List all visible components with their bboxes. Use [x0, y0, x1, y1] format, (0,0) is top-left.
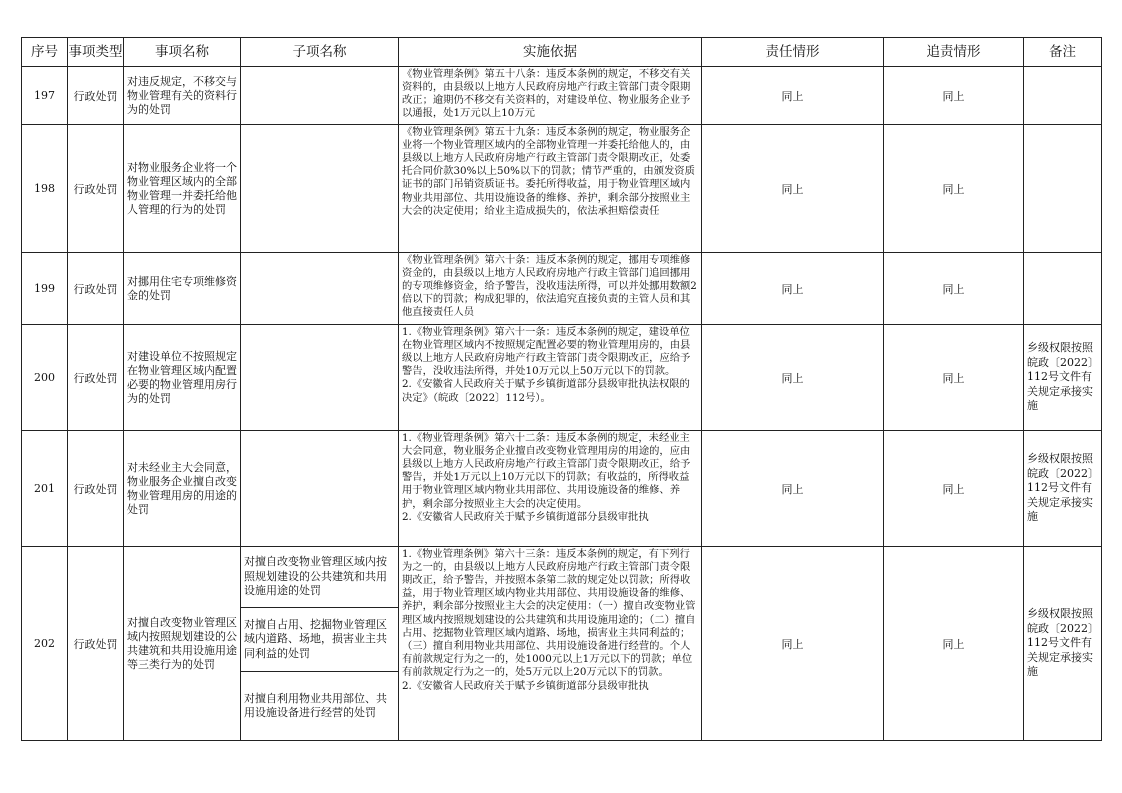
header-name: 事项名称 [124, 38, 241, 67]
subitem-1 [241, 547, 398, 608]
row-subitem [241, 125, 399, 253]
row-name: 对建设单位不按照规定在物业管理区域内配置必要的物业管理用房行为的处罚 [124, 325, 241, 431]
row-type: 行政处罚 [68, 253, 124, 325]
row-note [1024, 253, 1102, 325]
basis-text: 1.《物业管理条例》第六十二条：违反本条例的规定，未经业主大会同意，物业服务企业擅自改变物业管理用房的用途的，应由县级以上地方人民政府房地产行政主管部门责令限期改正，给予警告，并处1万元以上10万元以下的罚款；有收益的，所得收益用于物业管理区域内物业共用部位、共用设施设备的维修、养护，剩余部分按照业主大会的决定使用。 2.《安徽省人民政府关于赋予乡镇街道部分县级审批执 [402, 431, 691, 523]
table-row [22, 67, 1102, 125]
row-note [1024, 67, 1102, 125]
header-note: 备注 [1024, 38, 1102, 67]
row-accountability: 同上 [884, 253, 1024, 325]
row-name: 对物业服务企业将一个物业管理区域内的全部物业管理一并委托给他人管理的行为的处罚 [124, 125, 241, 253]
row-number: 198 [22, 125, 68, 253]
table-row [22, 431, 1102, 547]
row-responsibility: 同上 [702, 253, 884, 325]
basis-text: 《物业管理条例》第五十八条：违反本条例的规定，不移交有关资料的，由县级以上地方人民政府房地产行政主管部门责令限期改正；逾期仍不移交有关资料的，对建设单位、物业服务企业予以通报，处1万元以上10万元 [402, 67, 691, 120]
basis-text: 《物业管理条例》第五十九条：违反本条例的规定，物业服务企业将一个物业管理区域内的全部物业管理一并委托给他人的，由县级以上地方人民政府房地产行政主管部门责令限期改正，处委托合同价款30%以上50%以下的罚款；情节严重的，由颁发资质证书的部门吊销资质证书。委托所得收益，用于物业管理区域内物业共用部位、共用设施设备的维修、养护，剩余部分按照业主大会的决定使用；给业主造成损失的，依法承担赔偿责任 [402, 125, 695, 217]
header-accountability: 追责情形 [884, 38, 1024, 67]
row-name: 对违反规定，不移交与物业管理有关的资料行为的处罚 [124, 67, 241, 125]
row-basis [399, 67, 702, 125]
row-name: 对未经业主大会同意，物业服务企业擅自改变物业管理用房的用途的处罚 [124, 431, 241, 547]
row-accountability: 同上 [884, 325, 1024, 431]
row-basis [399, 547, 702, 741]
header-subitem: 子项名称 [241, 38, 399, 67]
row-type: 行政处罚 [68, 325, 124, 431]
row-subitem-group [241, 547, 399, 741]
table-row [22, 547, 1102, 741]
row-responsibility: 同上 [702, 125, 884, 253]
row-subitem [241, 431, 399, 547]
row-subitem [241, 67, 399, 125]
table-row [22, 125, 1102, 253]
row-name: 对挪用住宅专项维修资金的处罚 [124, 253, 241, 325]
row-responsibility: 同上 [702, 67, 884, 125]
subitem-2 [241, 608, 398, 672]
row-note [1024, 125, 1102, 253]
row-type: 行政处罚 [68, 125, 124, 253]
header-type: 事项类型 [68, 38, 124, 67]
row-subitem [241, 253, 399, 325]
row-number: 199 [22, 253, 68, 325]
row-basis [399, 253, 702, 325]
row-basis [399, 431, 702, 547]
row-type: 行政处罚 [68, 547, 124, 741]
row-note: 乡级权限按照皖政〔2022〕112号文件有关规定承接实施 [1024, 547, 1102, 741]
row-accountability: 同上 [884, 67, 1024, 125]
row-basis [399, 125, 702, 253]
row-type: 行政处罚 [68, 431, 124, 547]
row-responsibility: 同上 [702, 431, 884, 547]
subitem-text: 对擅自改变物业管理区域内按照规划建设的公共建筑和共用设施用途的处罚 [244, 555, 387, 598]
header-no: 序号 [22, 38, 68, 67]
basis-text: 1.《物业管理条例》第六十一条：违反本条例的规定，建设单位在物业管理区域内不按照规定配置必要的物业管理用房的，由县级以上地方人民政府房地产行政主管部门责令限期改正，应给予警告，没收违法所得，并处10万元以上50万元以下的罚款。 2.《安徽省人民政府关于赋予乡镇街道部分县级审批执法权限的决定》（皖政〔2022〕112号）。 [402, 325, 691, 404]
row-type: 行政处罚 [68, 67, 124, 125]
header-row [22, 38, 1102, 67]
basis-text: 《物业管理条例》第六十条：违反本条例的规定，挪用专项维修资金的，由县级以上地方人民政府房地产行政主管部门追回挪用的专项维修资金，给予警告，没收违法所得，可以并处挪用数额2倍以下的罚款；构成犯罪的，依法追究直接负责的主管人员和其他直接责任人员 [402, 253, 697, 319]
row-name: 对擅自改变物业管理区域内按照规划建设的公共建筑和共用设施用途等三类行为的处罚 [124, 547, 241, 741]
row-note: 乡级权限按照皖政〔2022〕112号文件有关规定承接实施 [1024, 431, 1102, 547]
row-number: 201 [22, 431, 68, 547]
header-responsibility: 责任情形 [702, 38, 884, 67]
basis-text: 1.《物业管理条例》第六十三条：违反本条例的规定，有下列行为之一的，由县级以上地方人民政府房地产行政主管部门责令限期改正，给予警告，并按照本条第二款的规定处以罚款；所得收益，用于物业管理区域内物业共用部位、共用设施设备的维修、养护，剩余部分按照业主大会的决定使用：（一）擅自改变物业管理区域内按照规划建设的公共建筑和共用设施用途的；（二）擅自占用、挖掘物业管理区域内道路、场地，损害业主共同利益的；（三）擅自利用物业共用部位、共用设施设备进行经营的。个人有前款规定行为之一的，处1000元以上1万元以下的罚款；单位有前款规定行为之一的，处5万元以上20万元以下的罚款。 2.《安徽省人民政府关于赋予乡镇街道部分县级审批执 [402, 547, 696, 692]
row-number: 202 [22, 547, 68, 741]
row-accountability: 同上 [884, 431, 1024, 547]
row-note: 乡级权限按照皖政〔2022〕112号文件有关规定承接实施 [1024, 325, 1102, 431]
row-subitem [241, 325, 399, 431]
row-accountability: 同上 [884, 125, 1024, 253]
row-responsibility: 同上 [702, 547, 884, 741]
row-number: 197 [22, 67, 68, 125]
row-responsibility: 同上 [702, 325, 884, 431]
subitem-text: 对擅自占用、挖掘物业管理区域内道路、场地，损害业主共同利益的处罚 [244, 617, 387, 660]
row-basis [399, 325, 702, 431]
header-basis: 实施依据 [399, 38, 702, 67]
table-row [22, 253, 1102, 325]
row-accountability: 同上 [884, 547, 1024, 741]
subitem-3 [241, 672, 398, 740]
matter-table [21, 37, 1102, 741]
row-number: 200 [22, 325, 68, 431]
table-row [22, 325, 1102, 431]
subitem-text: 对擅自利用物业共用部位、共用设施设备进行经营的处罚 [244, 691, 387, 719]
